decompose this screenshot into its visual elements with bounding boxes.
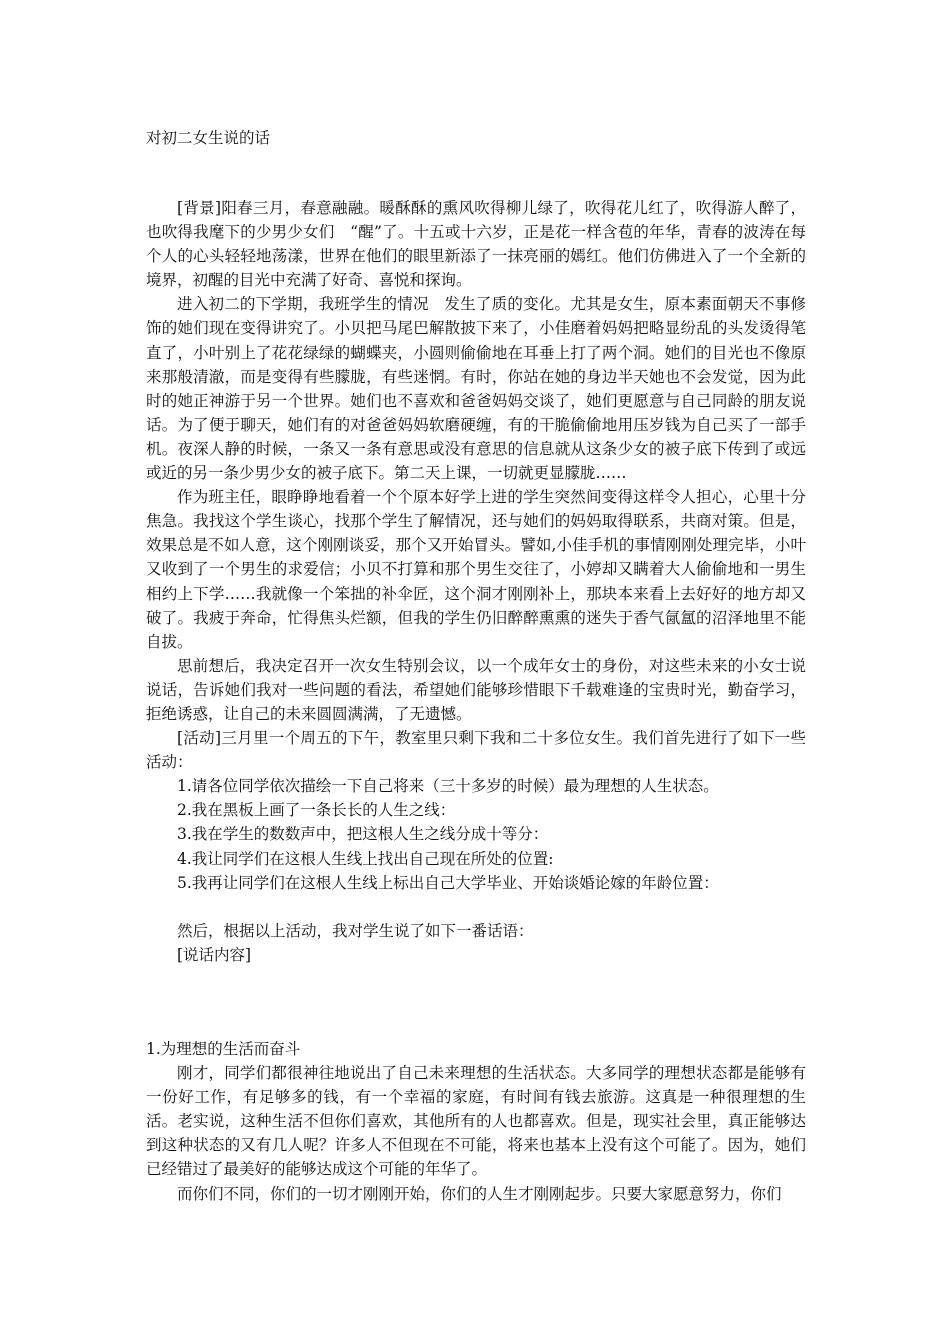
decision-paragraph: 思前想后，我决定召开一次女生特别会议，以一个成年女士的身份，对这些未来的小女士说说话，告诉她们我对一些问题的看法，希望她们能够珍惜眼下千载难逢的宝贵时光，勤奋学习，拒绝诱惑，让自己的未来圆圆满满，了无遗憾。 bbox=[146, 656, 806, 723]
activity-intro-paragraph: [活动]三月里一个周五的下午，教室里只剩下我和二十多位女生。我们首先进行了如下一些活动： bbox=[146, 729, 806, 772]
activity-item-5: 5.我再让同学们在这根人生线上标出自己大学毕业、开始谈婚论嫁的年龄位置： bbox=[177, 873, 719, 892]
section-1-heading: 1.为理想的生活而奋斗 bbox=[146, 1040, 301, 1058]
document-title: 对初二女生说的话 bbox=[146, 129, 271, 147]
activity-item-3: 3.我在学生的数数声中，把这根人生之线分成十等分： bbox=[177, 825, 549, 844]
background-paragraph: [背景]阳春三月，春意融融。暖酥酥的熏风吹得柳儿绿了，吹得花儿红了，吹得游人醉了，也吹得我麾下的少男少女们 “醒”了。十五或十六岁，正是花一样含苞的年华，青春的波涛在每个人的心头轻轻地荡漾，世界在他们的眼里新添了一抹亮丽的嫣红。他们仿佛进入了一个全新的境界，初醒的目光中充满了好奇、喜悦和探询。 bbox=[146, 199, 806, 290]
situation-paragraph: 进入初二的下学期，我班学生的情况 发生了质的变化。尤其是女生，原本素面朝天不事修饰的她们现在变得讲究了。小贝把马尾巴解散披下来了，小佳磨着妈妈把略显纷乱的头发烫得笔直了，小叶别上了花花绿绿的蝴蝶夹，小圆则偷偷地在耳垂上打了两个洞。她们的目光也不像原来那般清澈，而是变得有些朦胧，有些迷惘。有时，你站在她的身边半天她也不会发觉，因为此时的她正神游于另一个世界。她们也不喜欢和爸爸妈妈交谈了，她们更愿意与自己同龄的朋友说话。为了便于聊天，她们有的对爸爸妈妈软磨硬缠，有的干脆偷偷地用压岁钱为自己买了一部手机。夜深人静的时候，一条又一条有意思或没有意思的信息就从这条少女的被子底下传到了或远或近的另一条少男少女的被子底下。第二天上课，一切就更显朦胧…… bbox=[146, 295, 806, 483]
section-1-paragraph-2: 而你们不同，你们的一切才刚刚开始，你们的人生才刚刚起步。只要大家愿意努力，你们 bbox=[177, 1184, 782, 1203]
document-page bbox=[146, 126, 806, 1206]
section-1-paragraph-1: 刚才，同学们都很神往地说出了自己未来理想的生活状态。大多同学的理想状态都是能够有一份好工作，有足够多的钱，有一个幸福的家庭，有时间有钱去旅游。这真是一种很理想的生活。老实说，这种生活不但你们喜欢，其他所有的人也都喜欢。但是，现实社会里，真正能够达到这种状态的又有几人呢？许多人不但现在不可能，将来也基本上没有这个可能了。因为，她们已经错过了最美好的能够达成这个可能的年华了。 bbox=[146, 1064, 806, 1179]
spacer bbox=[146, 967, 806, 1037]
transition-line: 然后，根据以上活动，我对学生说了如下一番话语： bbox=[177, 921, 534, 940]
spacer bbox=[146, 895, 806, 919]
teacher-concern-paragraph: 作为班主任，眼睁睁地看着一个个原本好学上进的学生突然间变得这样令人担心，心里十分焦急。我找这个学生谈心，找那个学生了解情况，还与她们的妈妈取得联系，共商对策。但是，效果总是不如人意，这个刚刚谈妥，那个又开始冒头。譬如,小佳手机的事情刚刚处理完毕，小叶又收到了一个男生的求爱信；小贝不打算和那个男生交往了，小婷却又瞒着大人偷偷地和一男生相约上下学……我就像一个笨拙的补伞匠，这个洞才刚刚补上，那块本来看上去好好的地方却又破了。我疲于奔命，忙得焦头烂额，但我的学生仍旧醉醉熏熏的迷失于香气氤氲的沼泽地里不能自拔。 bbox=[146, 488, 806, 651]
speech-content-label: [说话内容] bbox=[177, 945, 252, 964]
activity-item-2: 2.我在黑板上画了一条长长的人生之线： bbox=[177, 801, 456, 820]
activity-item-1: 1.请各位同学依次描绘一下自己将来（三十多岁的时候）最为理想的人生状态。 bbox=[177, 777, 719, 796]
activity-item-4: 4.我让同学们在这根人生线上找出自己现在所处的位置: bbox=[177, 849, 554, 868]
spacer bbox=[146, 150, 806, 196]
